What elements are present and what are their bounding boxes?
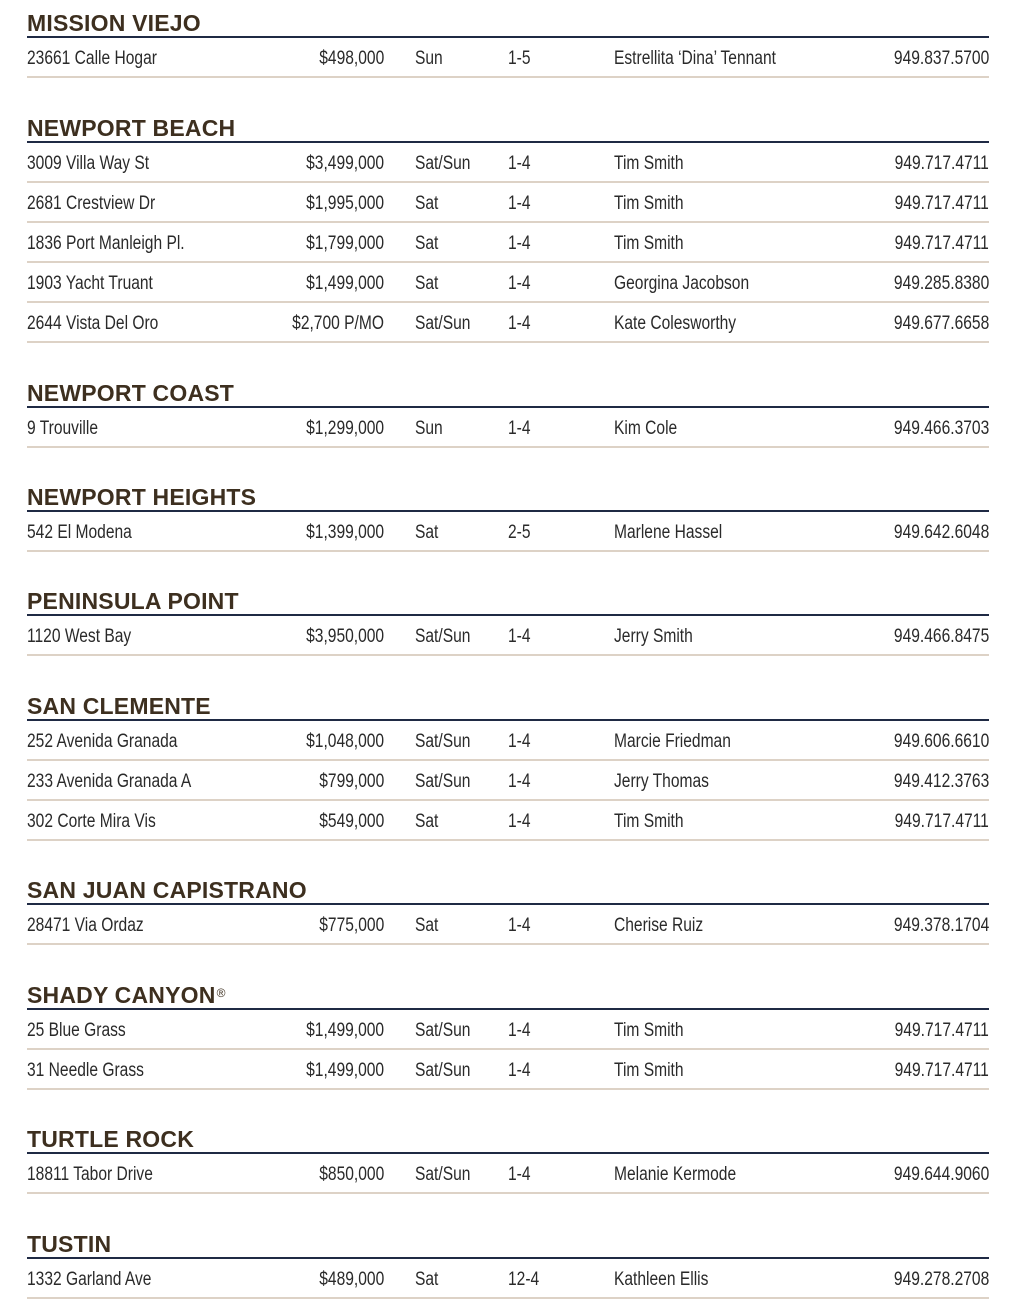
open-house-time: 12-4 [508,1269,540,1290]
open-house-time: 1-4 [508,811,531,832]
listing-address: 2644 Vista Del Oro [27,313,159,334]
agent-name: Estrellita ‘Dina’ Tennant [614,48,776,69]
listing-price: $1,399,000 [306,522,384,543]
city-heading [27,867,989,905]
open-house-time: 1-4 [508,193,531,214]
listing-row [27,905,989,945]
listing-price: $1,499,000 [306,273,384,294]
open-house-day: Sat [415,522,439,543]
listing-row [27,303,989,343]
listing-price: $1,048,000 [306,731,384,752]
city-name: NEWPORT COAST [27,380,235,406]
open-house-time: 1-5 [508,48,531,69]
city-heading [27,0,989,38]
agent-name: Marlene Hassel [614,522,723,543]
open-house-day: Sat/Sun [415,313,471,334]
open-house-day: Sat [415,915,439,936]
agent-name: Kathleen Ellis [614,1269,709,1290]
agent-phone: 949.412.3763 [893,771,989,792]
listing-address: 3009 Villa Way St [27,153,150,174]
city-section [27,370,989,448]
city-section [27,867,989,945]
open-house-time: 1-4 [508,731,531,752]
agent-phone: 949.717.4711 [894,811,989,832]
listing-row [27,143,989,183]
listing-address: 233 Avenida Granada A [27,771,192,792]
listing-address: 1903 Yacht Truant [27,273,153,294]
open-house-time: 1-4 [508,626,531,647]
agent-phone: 949.677.6658 [893,313,989,334]
agent-name: Tim Smith [614,811,684,832]
agent-phone: 949.717.4711 [894,153,989,174]
listing-address: 28471 Via Ordaz [27,915,144,936]
open-house-day: Sat/Sun [415,626,471,647]
city-name: TURTLE ROCK [27,1126,195,1152]
listing-row [27,183,989,223]
agent-phone: 949.466.3703 [893,418,989,439]
listing-address: 542 El Modena [27,522,132,543]
open-house-time: 1-4 [508,1060,531,1081]
listing-address: 2681 Crestview Dr [27,193,156,214]
listing-row [27,223,989,263]
listing-row [27,761,989,801]
open-house-time: 1-4 [508,771,531,792]
listing-price: $498,000 [319,48,384,69]
open-house-time: 1-4 [508,233,531,254]
listing-address: 23661 Calle Hogar [27,48,157,69]
city-heading [27,972,989,1010]
open-house-day: Sat/Sun [415,1060,471,1081]
listing-price: $1,299,000 [306,418,384,439]
open-house-day: Sat/Sun [415,1020,471,1041]
listing-address: 1120 West Bay [27,626,132,647]
open-house-day: Sat [415,193,439,214]
agent-name: Melanie Kermode [614,1164,737,1185]
agent-name: Marcie Friedman [614,731,731,752]
listing-row [27,616,989,656]
listing-row [27,512,989,552]
listing-price: $549,000 [319,811,384,832]
city-heading [27,370,989,408]
agent-name: Cherise Ruiz [614,915,704,936]
listing-row [27,1259,989,1299]
city-name: TUSTIN [27,1231,112,1257]
listing-address: 18811 Tabor Drive [27,1164,153,1185]
city-heading [27,683,989,721]
listing-row [27,263,989,303]
open-house-day: Sat/Sun [415,731,471,752]
listing-address: 302 Corte Mira Vis [27,811,156,832]
listing-address: 31 Needle Grass [27,1060,144,1081]
city-heading [27,105,989,143]
city-heading [27,1116,989,1154]
agent-phone: 949.644.9060 [893,1164,989,1185]
agent-name: Tim Smith [614,1020,684,1041]
open-house-time: 1-4 [508,418,531,439]
listing-price: $775,000 [319,915,384,936]
city-section [27,105,989,343]
agent-name: Jerry Smith [614,626,693,647]
agent-name: Jerry Thomas [614,771,709,792]
agent-phone: 949.378.1704 [893,915,989,936]
city-section [27,474,989,552]
open-house-day: Sat [415,1269,439,1290]
agent-name: Georgina Jacobson [614,273,750,294]
open-house-day: Sat [415,811,439,832]
listing-address: 9 Trouville [27,418,99,439]
city-name: NEWPORT HEIGHTS [27,484,257,510]
open-house-time: 2-5 [508,522,531,543]
listing-row [27,721,989,761]
listing-price: $489,000 [319,1269,384,1290]
agent-name: Kim Cole [614,418,678,439]
agent-name: Kate Colesworthy [614,313,737,334]
open-house-time: 1-4 [508,915,531,936]
city-name: SAN JUAN CAPISTRANO [27,877,307,903]
listing-address: 25 Blue Grass [27,1020,126,1041]
open-house-day: Sat [415,233,439,254]
listing-price: $799,000 [319,771,384,792]
listing-price: $3,950,000 [306,626,384,647]
open-house-day: Sun [415,418,443,439]
agent-name: Tim Smith [614,233,684,254]
city-section [27,578,989,656]
listing-price: $1,995,000 [306,193,384,214]
city-section [27,972,989,1090]
open-house-day: Sat/Sun [415,153,471,174]
agent-name: Tim Smith [614,193,684,214]
agent-phone: 949.606.6610 [893,731,989,752]
city-name: MISSION VIEJO [27,10,201,36]
listing-price: $3,499,000 [306,153,384,174]
city-heading [27,578,989,616]
city-heading [27,474,989,512]
agent-phone: 949.717.4711 [894,233,989,254]
open-house-time: 1-4 [508,273,531,294]
listing-price: $1,499,000 [306,1020,384,1041]
registered-mark: ® [216,986,226,1000]
city-section [27,1116,989,1194]
agent-phone: 949.466.8475 [893,626,989,647]
open-house-time: 1-4 [508,1164,531,1185]
open-house-day: Sat/Sun [415,771,471,792]
agent-name: Tim Smith [614,1060,684,1081]
open-house-day: Sat [415,273,439,294]
agent-phone: 949.285.8380 [893,273,989,294]
listing-price: $2,700 P/MO [292,313,384,334]
listing-row [27,38,989,78]
listing-address: 1836 Port Manleigh Pl. [27,233,185,254]
open-house-time: 1-4 [508,313,531,334]
listing-row [27,1050,989,1090]
city-name: SHADY CANYON [27,982,216,1008]
open-house-time: 1-4 [508,1020,531,1041]
listing-row [27,801,989,841]
listing-row [27,1154,989,1194]
agent-phone: 949.717.4711 [894,193,989,214]
agent-phone: 949.837.5700 [893,48,989,69]
city-heading [27,1221,989,1259]
city-name: NEWPORT BEACH [27,115,236,141]
open-house-day: Sun [415,48,443,69]
listing-address: 252 Avenida Granada [27,731,178,752]
listing-price: $1,799,000 [306,233,384,254]
open-house-day: Sat/Sun [415,1164,471,1185]
open-house-time: 1-4 [508,153,531,174]
city-name: PENINSULA POINT [27,588,239,614]
city-section [27,1221,989,1299]
agent-phone: 949.278.2708 [893,1269,989,1290]
agent-phone: 949.642.6048 [893,522,989,543]
listing-address: 1332 Garland Ave [27,1269,152,1290]
city-section [27,0,989,78]
listing-row [27,1010,989,1050]
listing-price: $850,000 [319,1164,384,1185]
agent-name: Tim Smith [614,153,684,174]
agent-phone: 949.717.4711 [894,1020,989,1041]
city-section [27,683,989,841]
city-name: SAN CLEMENTE [27,693,211,719]
listing-price: $1,499,000 [306,1060,384,1081]
listing-row [27,408,989,448]
agent-phone: 949.717.4711 [894,1060,989,1081]
